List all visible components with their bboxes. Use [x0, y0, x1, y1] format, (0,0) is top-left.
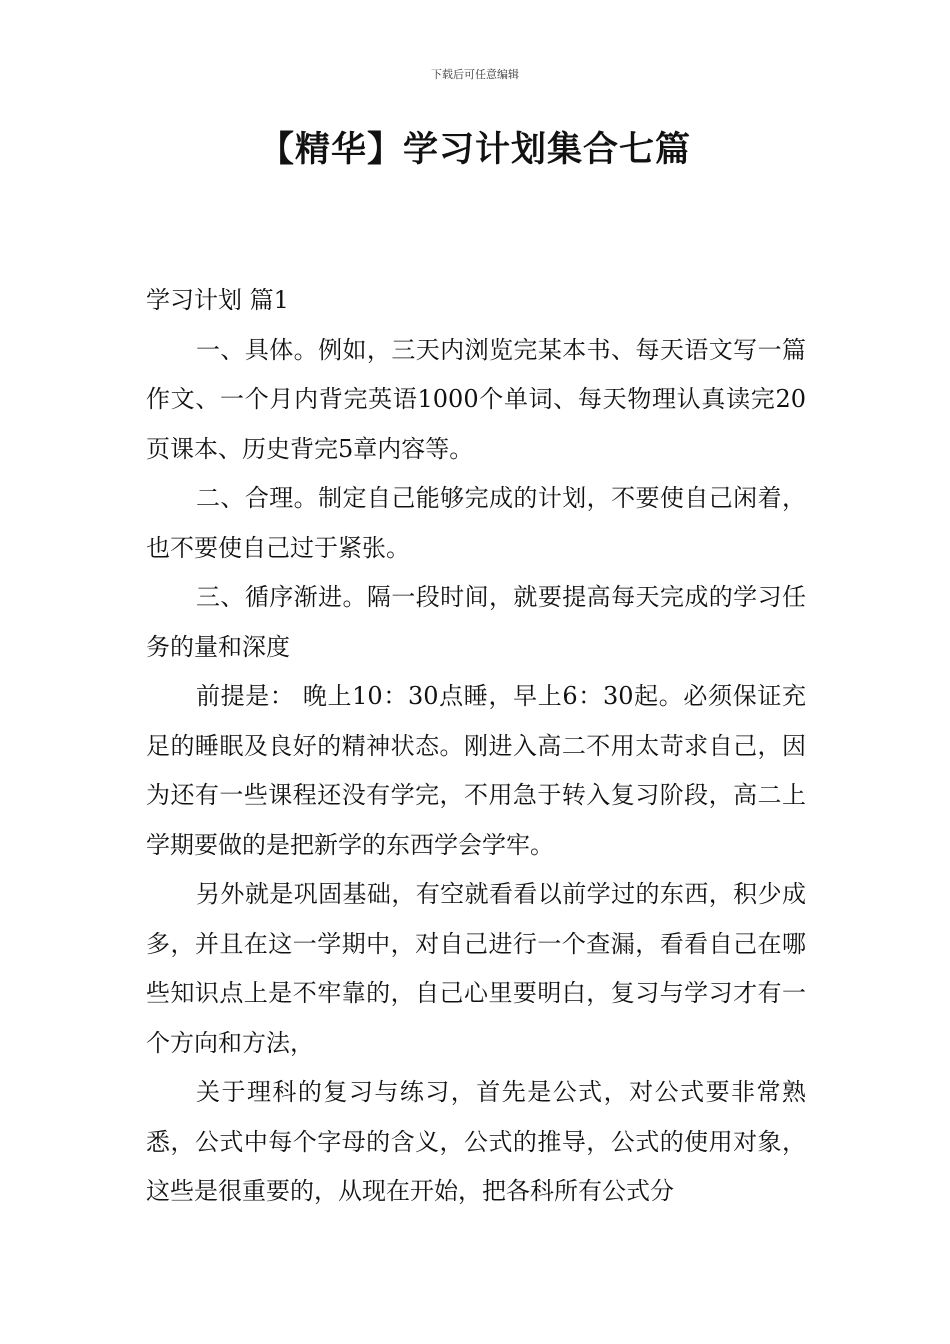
paragraph-5: 另外就是巩固基础，有空就看看以前学过的东西，积少成多，并且在这一学期中，对自己进行一个查漏，看看自己在哪些知识点上是不牢靠的，自己心里要明白，复习与学习才有一个方向和方法， [146, 880, 806, 1057]
header-note: 下载后可任意编辑 [431, 68, 519, 81]
document-title: 【精华】学习计划集合七篇 [258, 130, 691, 170]
paragraph-4: 前提是： 晚上10：30点睡，早上6：30起。必须保证充足的睡眠及良好的精神状态。刚进入高二不用太苛求自己，因为还有一些课程还没有学完，不用急于转入复习阶段，高二上学期要做的是把新学的东西学会学牢。 [146, 682, 806, 859]
paragraph-6: 关于理科的复习与练习，首先是公式，对公式要非常熟悉，公式中每个字母的含义，公式的推导，公式的使用对象，这些是很重要的，从现在开始，把各科所有公式分 [146, 1078, 806, 1205]
paragraph-3: 三、循序渐进。隔一段时间，就要提高每天完成的学习任务的量和深度 [146, 583, 806, 661]
paragraph-1: 一、具体。例如，三天内浏览完某本书、每天语文写一篇作文、一个月内背完英语1000个单词、每天物理认真读完20页课本、历史背完5章内容等。 [146, 335, 806, 463]
document-body [146, 276, 806, 1217]
paragraph-2: 二、合理。制定自己能够完成的计划，不要使自己闲着，也不要使自己过于紧张。 [146, 484, 806, 562]
section-heading: 学习计划 篇1 [146, 286, 289, 314]
